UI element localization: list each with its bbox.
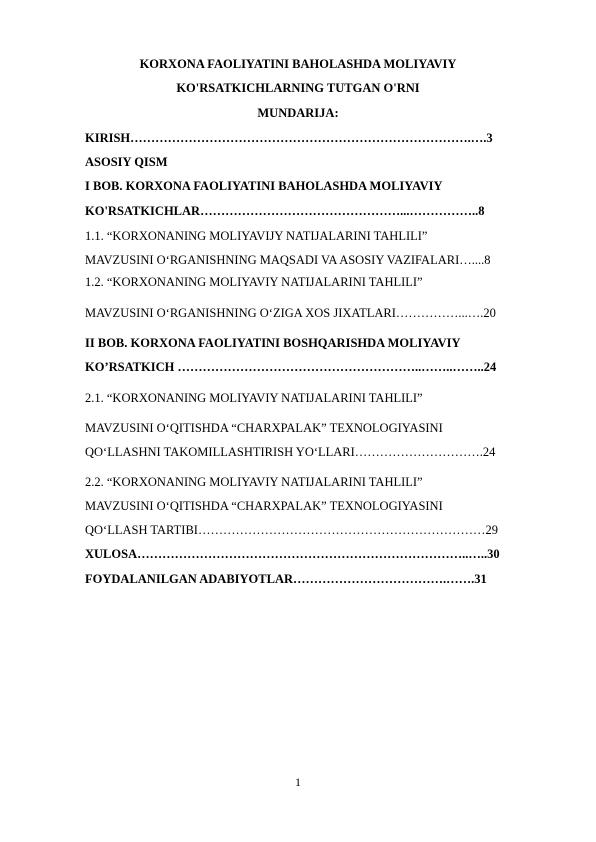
- title-line-2: KO'RSATKICHLARNING TUTGAN O'RNI: [176, 81, 420, 95]
- toc-entry-2-1-line-2: MAVZUSINI O‘QITISHDA “CHARXPALAK” TEXNOLOGIYASINI: [85, 421, 443, 435]
- toc-entry-1-2-line-2: MAVZUSINI O‘RGANISHNING O‘ZIGA XOS JIXATLARI……………...….20: [85, 306, 496, 320]
- toc-entry-2-2-line-1: 2.2. “KORXONANING MOLIYAVIY NATIJALARINI TAHLILI”: [85, 475, 423, 489]
- toc-entry-2-2-line-2: MAVZUSINI O‘QITISHDA “CHARXPALAK” TEXNOLOGIYASINI: [85, 499, 443, 513]
- toc-entry-chapter-2-line-1: II BOB. KORXONA FAOLIYATINI BOSHQARISHDA MOLIYAVIY: [85, 336, 461, 350]
- toc-entry-1-2-line-1: 1.2. “KORXONANING MOLIYAVIY NATIJALARINI TAHLILI”: [85, 275, 423, 289]
- page-number: 1: [295, 775, 301, 789]
- toc-entry-asosiy-qism: ASOSIY QISM: [85, 155, 168, 169]
- toc-entry-kirish: KIRISH……………………………………………………………………….….3: [85, 131, 493, 145]
- toc-entry-1-1-line-1: 1.1. “KORXONANING MOLIYAVIJY NATIJALARINI TAHLILI”: [85, 229, 428, 243]
- toc-entry-1-1-line-2: MAVZUSINI O‘RGANISHNING MAQSADI VA ASOSIY VAZIFALARI…....8: [85, 253, 491, 267]
- toc-entry-chapter-2-line-2: KO’RSATKICH …………………………………………………..……..……..24: [85, 360, 497, 374]
- toc-entry-2-2-line-3: QO‘LLASH TARTIBI……………………………………………………………29: [85, 523, 498, 537]
- toc-entry-chapter-1-line-1: I BOB. KORXONA FAOLIYATINI BAHOLASHDA MOLIYAVIY: [85, 179, 443, 193]
- toc-entry-chapter-1-line-2: KO'RSATKICHLAR…………………………………………...……………..8: [85, 204, 485, 218]
- toc-entry-2-1-line-3: QO‘LLASHNI TAKOMILLASHTIRISH YO‘LLARI………………………….24: [85, 445, 496, 459]
- toc-entry-adabiyotlar: FOYDALANILGAN ADABIYOTLAR……………………………….…….31: [85, 572, 487, 586]
- contents-heading: MUNDARIJA:: [257, 106, 339, 120]
- toc-entry-xulosa: XULOSA……………………………………………………………………..…..30: [85, 547, 500, 561]
- toc-entry-2-1-line-1: 2.1. “KORXONANING MOLIYAVIY NATIJALARINI TAHLILI”: [85, 391, 423, 405]
- title-line-1: KORXONA FAOLIYATINI BAHOLASHDA MOLIYAVIY: [139, 57, 457, 71]
